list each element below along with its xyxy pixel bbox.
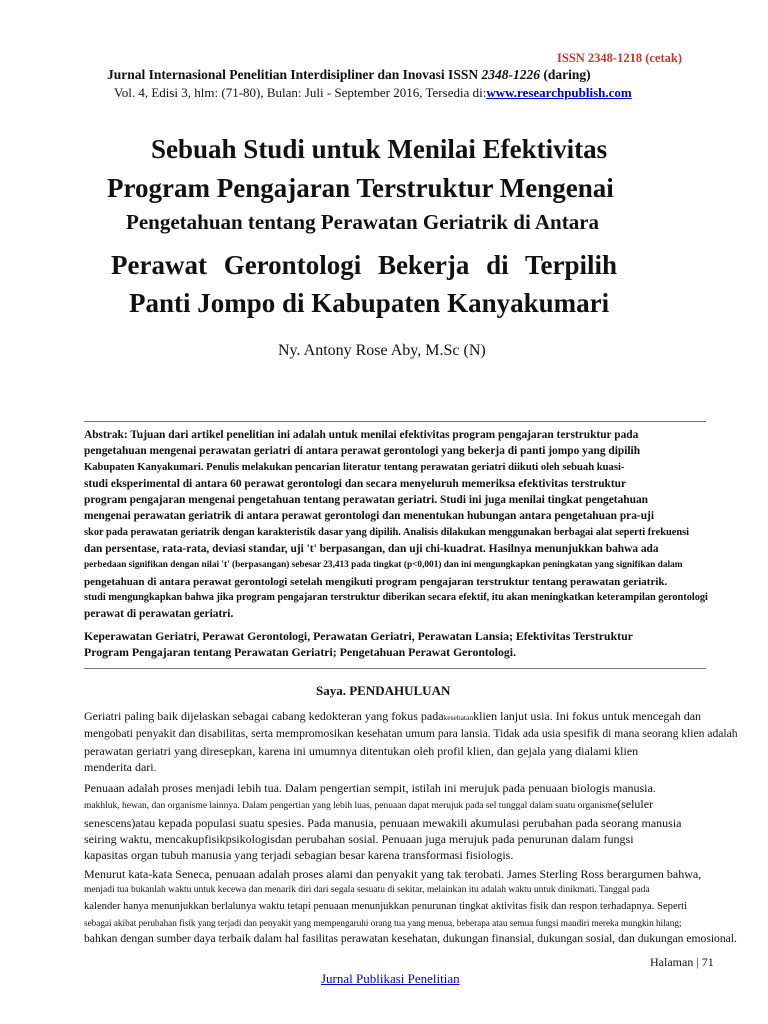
- paragraph-aging: [84, 780, 768, 863]
- title-line-2: Program Pengajaran Terstruktur Mengenai: [107, 173, 614, 203]
- abstract-line: dan persentase, rata-rata, deviasi standar, uji 't' berpasangan, dan uji chi-kuadrat. Hasilnya menunjukkan bahwa ada: [84, 543, 659, 556]
- abstract-line: perbedaan signifikan dengan nilai 't' (berpasangan) sebesar 23,413 pada tingkat (p<0,001) dan ini mengungkapkan peningkatan yang signifikan dalam: [84, 560, 683, 571]
- volume-info-text: Vol. 4, Edisi 3, hlm: (71-80), Bulan: Juli - September 2016, Tersedia di:: [114, 85, 487, 100]
- footer-publication-link[interactable]: Jurnal Publikasi Penelitian: [321, 971, 460, 986]
- keywords: [84, 628, 724, 660]
- keywords-line: Keperawatan Geriatri, Perawat Gerontologi, Perawatan Geriatri, Perawatan Lansia; Efektivitas Terstruktur: [84, 629, 633, 643]
- abstract-line: studi mengungkapkan bahwa jika program pengajaran terstruktur diberikan secara efektif, itu akan meningkatkan keterampilan gerontologi: [84, 591, 708, 603]
- paragraph-line: [84, 796, 768, 814]
- divider-top: [84, 421, 706, 422]
- text-run: kesehatan: [443, 713, 474, 722]
- paragraph-line: Penuaan adalah proses menjadi lebih tua. Dalam pengertian sempit, istilah ini merujuk pada penuaan biologis manusia.: [84, 781, 656, 795]
- section-heading: Saya. PENDAHULUAN: [316, 683, 451, 698]
- website-link[interactable]: www.researchpublish.com: [486, 85, 632, 100]
- volume-info: [114, 85, 632, 101]
- journal-name: [107, 67, 591, 83]
- abstract-line: perawat di perawatan geriatri.: [84, 608, 234, 621]
- paragraph-line: senescens)atau kepada populasi suatu spesies. Pada manusia, penuaan mewakili akumulasi perubahan pada seorang manusia: [84, 815, 682, 830]
- paragraph-line: Menurut kata-kata Seneca, penuaan adalah proses alami dan penyakit yang tak terobati. James Sterling Ross berargumen bahwa,: [84, 867, 702, 881]
- paragraph-line: menderita dari.: [84, 759, 157, 774]
- text-run: makhluk, hewan, dan organisme lainnya. Dalam pengertian yang lebih luas, penuaan dapat merujuk pada sel tunggal dalam suatu organisme: [84, 801, 618, 812]
- paragraph-line: [84, 708, 768, 726]
- paragraph-seneca: [84, 866, 768, 947]
- author: Ny. Antony Rose Aby, M.Sc (N): [278, 342, 486, 359]
- abstract: [84, 427, 724, 623]
- abstract-line: Kabupaten Kanyakumari. Penulis melakukan pencarian literatur tentang perawatan geriatri diikuti oleh sebuah kuasi-: [84, 461, 625, 473]
- issn-print: ISSN 2348-1218 (cetak): [557, 51, 682, 65]
- title-line-5: Panti Jompo di Kabupaten Kanyakumari: [129, 288, 610, 318]
- divider-bottom: [84, 668, 706, 669]
- paragraph-intro: [84, 708, 768, 775]
- paragraph-line: bahkan dengan sumber daya terbaik dalam hal fasilitas perawatan kesehatan, dukungan finansial, dukungan sosial, dan dukungan emosional.: [84, 932, 737, 946]
- abstract-line: program pengajaran mengenai pengetahuan tentang perawatan geriatri. Studi ini juga menilai tingkat pengetahuan: [84, 494, 648, 507]
- title-line-1: Sebuah Studi untuk Menilai Efektivitas: [151, 134, 608, 164]
- text-run: (seluler: [617, 797, 654, 812]
- paragraph-line: kalender hanya menunjukkan berlalunya waktu tetapi penuaan menunjukkan penurunan tingkat aktivitas fisik dan respon terhadapnya. Seperti: [84, 900, 688, 912]
- journal-name-suffix: (daring): [539, 67, 591, 82]
- page-number: Halaman | 71: [650, 955, 714, 969]
- paragraph-line: kapasitas organ tubuh manusia yang terjadi sebagian besar karena transformasi fisiologis.: [84, 848, 514, 863]
- keywords-line: Program Pengajaran tentang Perawatan Geriatri; Pengetahuan Perawat Gerontologi.: [84, 645, 517, 659]
- journal-issn-online: 2348-1226: [481, 67, 540, 82]
- text-run: Geriatri paling baik dijelaskan sebagai cabang kedokteran yang fokus pada: [84, 709, 444, 723]
- title-line-3: Pengetahuan tentang Perawatan Geriatrik di Antara: [126, 210, 600, 234]
- abstract-line: pengetahuan di antara perawat gerontologi setelah mengikuti program pengajaran terstruktur tentang perawatan geriatrik.: [84, 575, 668, 588]
- paragraph-line: seiring waktu, mencakupfisikpsikologisdan perubahan sosial. Penuaan juga merujuk pada penurunan dalam fungsi: [84, 831, 634, 846]
- abstract-line: skor pada perawatan geriatrik dengan karakteristik dasar yang dipilih. Analisis dilakukan menggunakan berbagai alat seperti frekuensi: [84, 526, 690, 538]
- abstract-line: Abstrak: Tujuan dari artikel penelitian ini adalah untuk menilai efektivitas program pengajaran terstruktur pada: [84, 429, 639, 441]
- paragraph-line: menjadi tua bukanlah waktu untuk kecewa dan menarik diri dari segala sesuatu di sekitar, melainkan itu adalah waktu untuk dinikmati. Tanggal pada: [84, 885, 650, 896]
- abstract-line: studi eksperimental di antara 60 perawat gerontologi dan secara menyeluruh memeriksa efektivitas terstruktur: [84, 477, 627, 490]
- abstract-line: pengetahuan mengenai perawatan geriatri di antara perawat gerontologi yang bekerja di panti jompo yang dipilih: [84, 445, 641, 458]
- text-run: klien lanjut usia. Ini fokus untuk mencegah dan: [473, 709, 702, 723]
- journal-name-prefix: Jurnal Internasional Penelitian Interdisipliner dan Inovasi ISSN: [107, 67, 482, 82]
- paragraph-line: perawatan geriatri yang diresepkan, karena ini umumnya ditentukan oleh profil klien, dan gejala yang dialami klien: [84, 743, 639, 758]
- title-line-4: Perawat Gerontologi Bekerja di Terpilih: [111, 250, 617, 280]
- paragraph-line: mengobati penyakit dan disabilitas, serta mempromosikan kesehatan umum para lansia. Tidak ada usia spesifik di mana seorang klien adalah: [84, 727, 738, 741]
- abstract-line: mengenai perawatan geriatrik di antara perawat gerontologi dan menentukan hubungan antara pengetahuan pra-uji: [84, 510, 654, 523]
- paragraph-line: sebagai akibat perubahan fisik yang terjadi dan penyakit yang mempengaruhi orang tua yang menua, beberapa atau semua fungsi mandiri mereka mungkin hilang;: [84, 917, 682, 928]
